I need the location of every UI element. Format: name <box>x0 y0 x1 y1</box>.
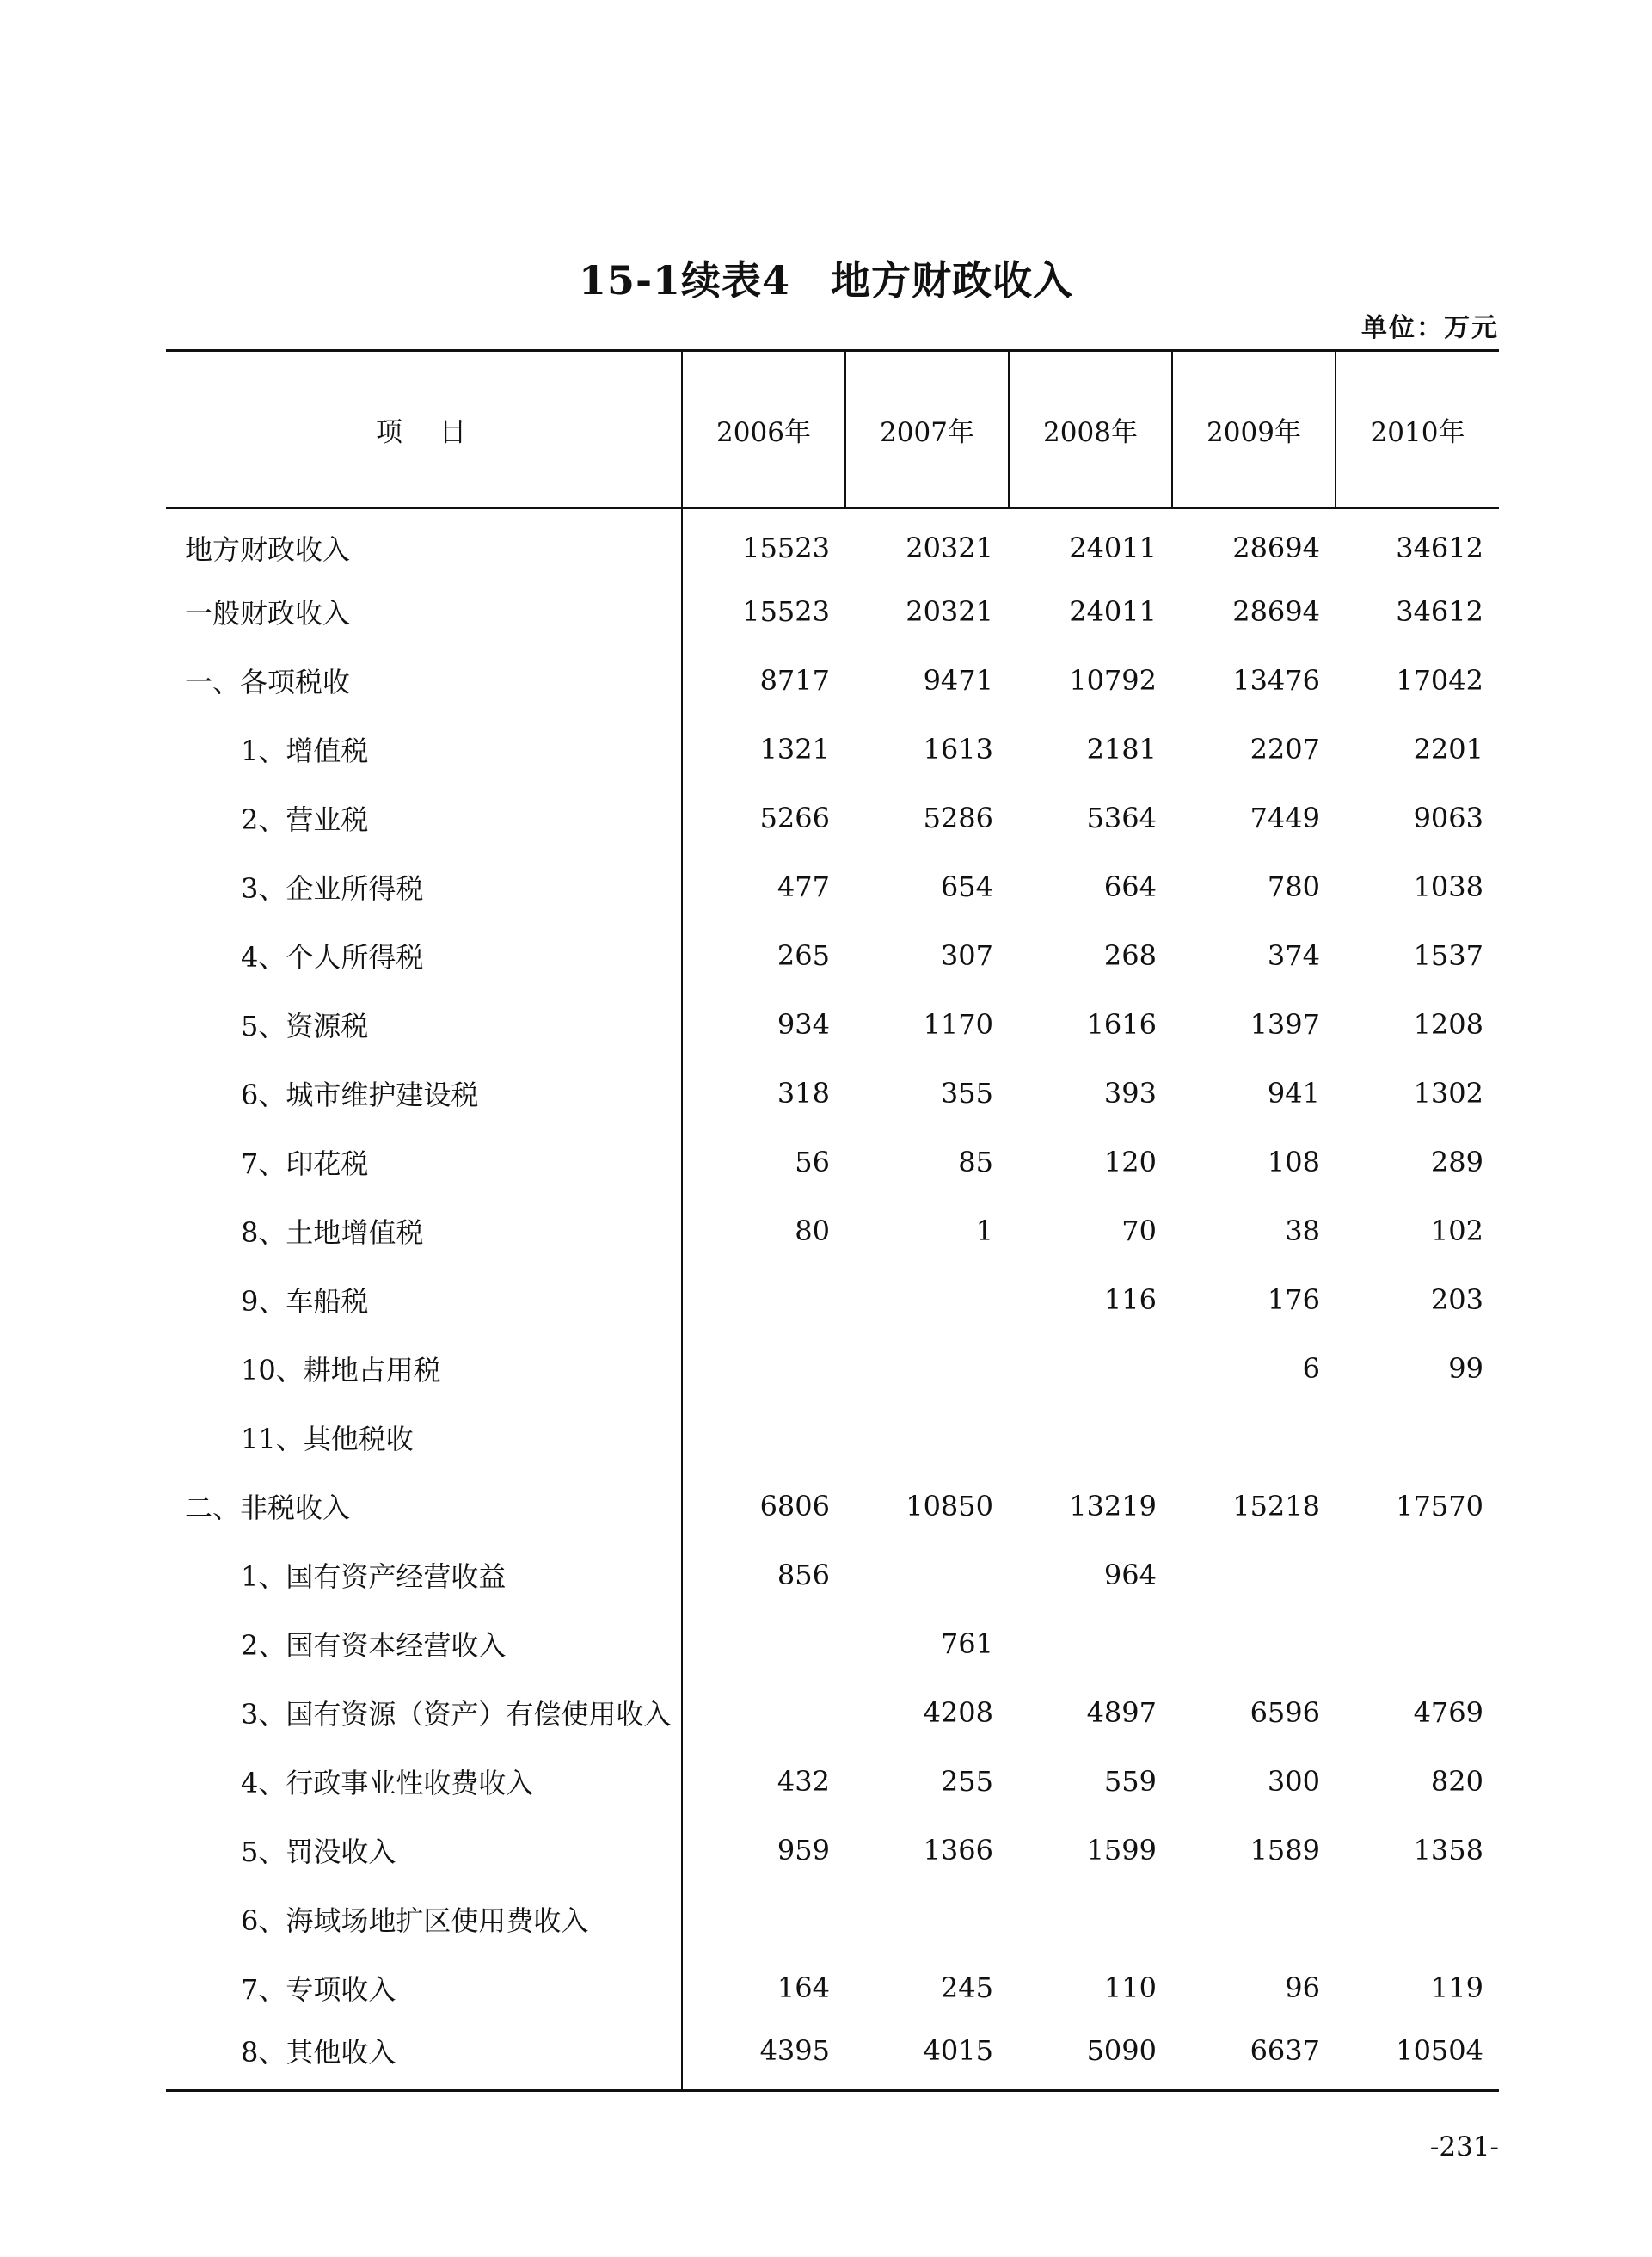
table-row <box>166 1334 1499 1403</box>
value-cell <box>1172 1885 1336 1953</box>
value-cell: 24011 <box>1069 594 1157 628</box>
value-cell: 28694 <box>1232 594 1320 628</box>
value-cell <box>682 1885 845 1953</box>
value-cell: 10850 <box>906 1489 993 1522</box>
value-cell: 116 <box>1103 1282 1157 1316</box>
value-cell <box>1172 1403 1336 1472</box>
value-cell: 10504 <box>1336 2022 1499 2091</box>
row-label: 4、个人所得税 <box>241 940 424 974</box>
value-cell: 2207 <box>1250 732 1320 766</box>
row-label: 4、行政事业性收费收入 <box>241 1766 534 1799</box>
value-cell: 17042 <box>1396 663 1483 697</box>
value-cell: 38 <box>1285 1214 1320 1247</box>
row-label: 11、其他税收 <box>241 1422 414 1455</box>
value-cell: 856 <box>682 1541 845 1609</box>
table-row <box>166 1265 1499 1334</box>
value-cell: 268 <box>1103 938 1157 972</box>
value-cell: 4015 <box>845 2022 1009 2091</box>
value-cell: 820 <box>1430 1764 1483 1798</box>
value-cell: 964 <box>1103 1558 1157 1591</box>
value-cell: 780 <box>1267 870 1320 903</box>
value-cell: 393 <box>1103 1076 1157 1110</box>
value-cell: 1358 <box>1413 1833 1483 1866</box>
value-cell: 80 <box>682 1196 845 1265</box>
value-cell <box>682 1609 845 1678</box>
row-label: 二、非税收入 <box>185 1491 351 1524</box>
value-cell: 96 <box>1285 1971 1320 2004</box>
value-cell: 1537 <box>1413 938 1483 972</box>
value-cell: 5364 <box>1086 801 1157 834</box>
row-label: 10、耕地占用税 <box>241 1353 441 1387</box>
value-cell: 10792 <box>1069 663 1157 697</box>
value-cell: 28694 <box>1232 531 1320 564</box>
row-label: 9、车船税 <box>241 1284 369 1318</box>
value-cell: 477 <box>682 852 845 921</box>
table-row <box>166 577 1499 646</box>
value-cell: 13219 <box>1069 1489 1157 1522</box>
value-cell <box>1336 1403 1499 1472</box>
column-header-year: 2006年 <box>682 351 845 508</box>
value-cell: 13476 <box>1232 663 1320 697</box>
value-cell: 6806 <box>682 1472 845 1541</box>
value-cell: 432 <box>682 1747 845 1816</box>
table-row <box>166 852 1499 921</box>
value-cell: 4208 <box>923 1695 993 1729</box>
row-label: 7、专项收入 <box>241 1972 396 2006</box>
value-cell <box>1172 1541 1336 1609</box>
value-cell: 1208 <box>1413 1007 1483 1041</box>
value-cell: 5090 <box>1009 2022 1172 2091</box>
value-cell <box>682 1678 845 1747</box>
value-cell: 1321 <box>682 715 845 784</box>
value-cell: 24011 <box>1069 531 1157 564</box>
value-cell <box>845 1885 1009 1953</box>
row-label: 8、其他收入 <box>166 2022 682 2091</box>
value-cell: 654 <box>940 870 993 903</box>
value-cell: 102 <box>1430 1214 1483 1247</box>
value-cell: 34612 <box>1396 594 1483 628</box>
value-cell: 1302 <box>1413 1076 1483 1110</box>
row-label: 一、各项税收 <box>185 665 351 698</box>
value-cell <box>845 1334 1009 1403</box>
row-label: 7、印花税 <box>241 1147 369 1180</box>
value-cell <box>1172 1609 1336 1678</box>
value-cell: 8717 <box>682 646 845 715</box>
value-cell: 110 <box>1103 1971 1157 2004</box>
table-row <box>166 921 1499 990</box>
value-cell: 355 <box>940 1076 993 1110</box>
value-cell <box>1009 1609 1172 1678</box>
value-cell: 20321 <box>906 594 993 628</box>
row-label: 6、海域场地扩区使用费收入 <box>241 1903 589 1937</box>
value-cell: 20321 <box>906 531 993 564</box>
value-cell: 1589 <box>1250 1833 1320 1866</box>
value-cell <box>1336 1541 1499 1609</box>
row-label: 地方财政收入 <box>185 532 351 566</box>
value-cell <box>682 1265 845 1334</box>
value-cell: 70 <box>1121 1214 1157 1247</box>
value-cell: 289 <box>1430 1145 1483 1178</box>
table-row <box>166 1747 1499 1816</box>
value-cell: 203 <box>1430 1282 1483 1316</box>
value-cell: 934 <box>682 990 845 1059</box>
value-cell: 959 <box>682 1816 845 1885</box>
value-cell: 1 <box>975 1214 993 1247</box>
table-row <box>166 1403 1499 1472</box>
row-label: 8、土地增值税 <box>241 1215 424 1249</box>
value-cell: 15523 <box>682 577 845 646</box>
value-cell: 4395 <box>682 2022 845 2091</box>
value-cell: 176 <box>1267 1282 1320 1316</box>
value-cell: 6637 <box>1172 2022 1336 2091</box>
table-row <box>166 1059 1499 1128</box>
value-cell: 99 <box>1448 1351 1483 1385</box>
value-cell: 4769 <box>1413 1695 1483 1729</box>
page-number: -231- <box>1429 2131 1499 2162</box>
table-row <box>166 1128 1499 1196</box>
value-cell: 318 <box>682 1059 845 1128</box>
value-cell: 2181 <box>1086 732 1157 766</box>
value-cell <box>682 1403 845 1472</box>
table-row <box>166 715 1499 784</box>
value-cell: 85 <box>958 1145 993 1178</box>
table-row <box>166 2022 1499 2091</box>
value-cell: 245 <box>940 1971 993 2004</box>
table-row <box>166 1472 1499 1541</box>
unit-label: 单位：万元 <box>1361 313 1499 343</box>
column-header-year: 2010年 <box>1336 351 1499 508</box>
value-cell <box>845 1403 1009 1472</box>
value-cell: 941 <box>1267 1076 1320 1110</box>
value-cell: 761 <box>940 1627 993 1660</box>
value-cell: 17570 <box>1396 1489 1483 1522</box>
value-cell: 15218 <box>1232 1489 1320 1522</box>
row-label: 2、国有资本经营收入 <box>241 1628 507 1662</box>
table-row <box>166 1678 1499 1747</box>
table-row <box>166 646 1499 715</box>
value-cell: 7449 <box>1250 801 1320 834</box>
header-row <box>166 351 1499 508</box>
value-cell: 6596 <box>1250 1695 1320 1729</box>
table-row <box>166 1609 1499 1678</box>
value-cell: 664 <box>1103 870 1157 903</box>
value-cell <box>845 1541 1009 1609</box>
finance-table <box>166 349 1499 2092</box>
value-cell: 265 <box>682 921 845 990</box>
table-body <box>166 508 1499 2091</box>
value-cell <box>1336 1885 1499 1953</box>
value-cell <box>1009 1885 1172 1953</box>
row-label: 3、国有资源（资产）有偿使用收入 <box>241 1697 672 1731</box>
column-header-year: 2007年 <box>845 351 1009 508</box>
value-cell <box>682 1334 845 1403</box>
value-cell: 2201 <box>1413 732 1483 766</box>
table-row <box>166 1196 1499 1265</box>
table-row <box>166 508 1499 577</box>
row-label: 2、营业税 <box>241 803 369 836</box>
value-cell: 1038 <box>1413 870 1483 903</box>
value-cell: 559 <box>1103 1764 1157 1798</box>
column-header-year: 2009年 <box>1172 351 1336 508</box>
value-cell <box>1009 1403 1172 1472</box>
value-cell: 300 <box>1267 1764 1320 1798</box>
value-cell: 307 <box>940 938 993 972</box>
value-cell: 119 <box>1430 1971 1483 2004</box>
value-cell: 374 <box>1267 938 1320 972</box>
value-cell: 1397 <box>1250 1007 1320 1041</box>
value-cell <box>1009 1334 1172 1403</box>
table-row <box>166 1953 1499 2022</box>
value-cell: 1616 <box>1086 1007 1157 1041</box>
value-cell <box>1336 1609 1499 1678</box>
value-cell: 15523 <box>682 508 845 577</box>
value-cell: 5286 <box>923 801 993 834</box>
table-row <box>166 1816 1499 1885</box>
value-cell: 255 <box>940 1764 993 1798</box>
value-cell: 9471 <box>923 663 993 697</box>
value-cell: 108 <box>1267 1145 1320 1178</box>
row-label: 5、资源税 <box>241 1009 369 1042</box>
value-cell: 164 <box>682 1953 845 2022</box>
value-cell: 120 <box>1103 1145 1157 1178</box>
table-row <box>166 1885 1499 1953</box>
row-label: 1、国有资产经营收益 <box>241 1559 507 1593</box>
table-row <box>166 990 1499 1059</box>
value-cell: 1599 <box>1086 1833 1157 1866</box>
row-label: 3、企业所得税 <box>241 871 424 905</box>
value-cell: 1613 <box>923 732 993 766</box>
value-cell: 4897 <box>1086 1695 1157 1729</box>
value-cell: 34612 <box>1396 531 1483 564</box>
value-cell: 6 <box>1302 1351 1320 1385</box>
table-row <box>166 1541 1499 1609</box>
table-row <box>166 784 1499 852</box>
row-label: 1、增值税 <box>241 734 369 767</box>
value-cell: 5266 <box>682 784 845 852</box>
column-header-item: 项 目 <box>166 351 682 508</box>
value-cell: 1366 <box>923 1833 993 1866</box>
row-label: 6、城市维护建设税 <box>241 1078 479 1111</box>
value-cell: 56 <box>682 1128 845 1196</box>
row-label: 5、罚没收入 <box>241 1835 396 1868</box>
row-label: 一般财政收入 <box>185 596 351 630</box>
page-title: 15-1续表4 地方财政收入 <box>578 257 1074 304</box>
column-header-year: 2008年 <box>1009 351 1172 508</box>
value-cell: 1170 <box>923 1007 993 1041</box>
value-cell <box>845 1265 1009 1334</box>
value-cell: 9063 <box>1413 801 1483 834</box>
